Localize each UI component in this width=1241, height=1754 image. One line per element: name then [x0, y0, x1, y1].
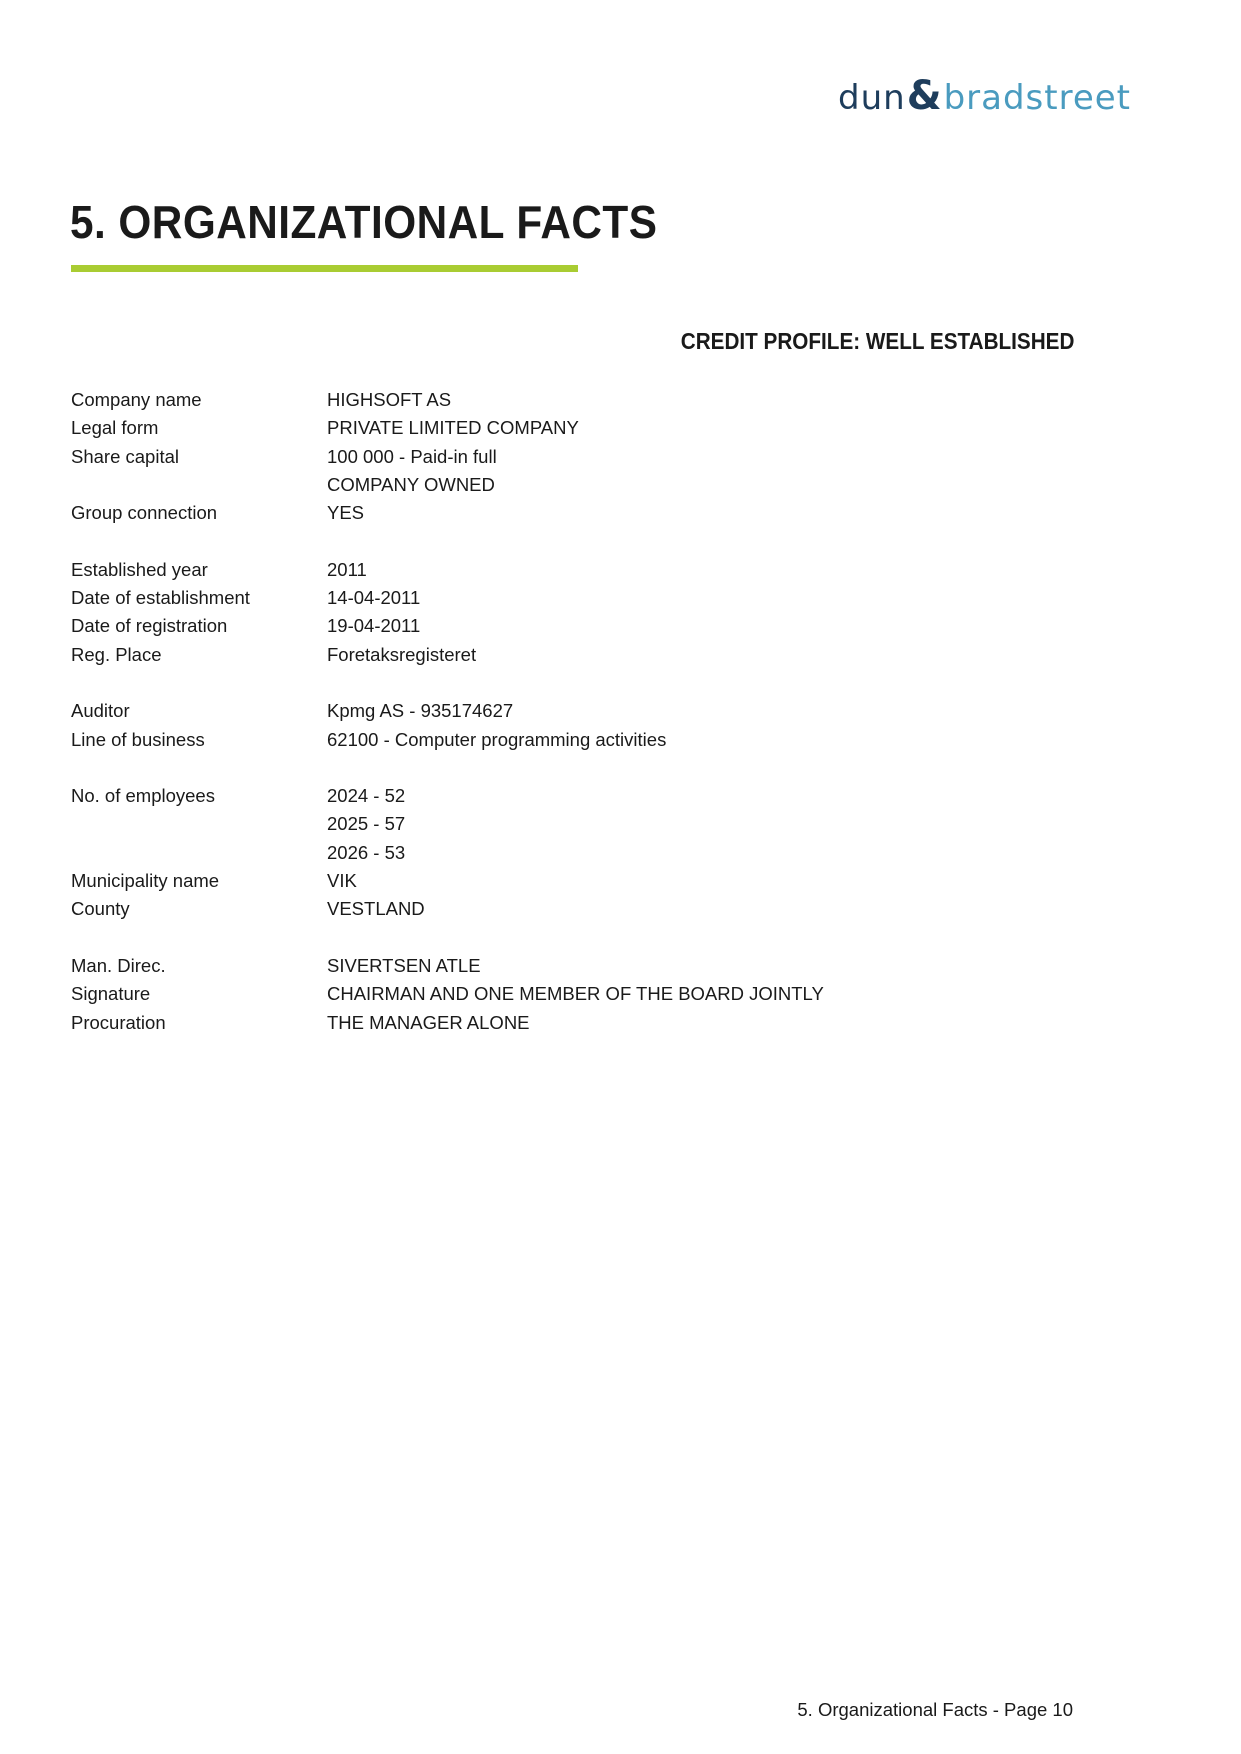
fact-row-company-name	[71, 386, 824, 414]
fact-value: CHAIRMAN AND ONE MEMBER OF THE BOARD JOINTLY	[327, 983, 824, 1005]
fact-label: Legal form	[71, 417, 159, 439]
fact-value: Foretaksregisteret	[327, 643, 477, 665]
fact-label: Auditor	[71, 700, 130, 722]
fact-value: 14-04-2011	[327, 587, 421, 609]
fact-row-municipality	[71, 867, 824, 895]
fact-label: Group connection	[71, 502, 218, 524]
fact-value: PRIVATE LIMITED COMPANY	[327, 417, 579, 439]
fact-label: Municipality name	[71, 870, 220, 892]
fact-value: SIVERTSEN ATLE	[327, 954, 481, 976]
fact-row-employees-2024	[71, 782, 824, 810]
fact-row-legal-form	[71, 414, 824, 442]
fact-value: HIGHSOFT AS	[327, 389, 452, 410]
organizational-facts-table	[71, 386, 824, 1037]
page-title: 5. ORGANIZATIONAL FACTS	[70, 196, 658, 248]
fact-label: Signature	[71, 983, 151, 1005]
fact-label: County	[71, 898, 130, 920]
fact-value: Kpmg AS - 935174627	[327, 700, 514, 722]
fact-row-established-year	[71, 556, 824, 584]
fact-value: YES	[327, 502, 365, 524]
fact-row-date-of-registration	[71, 612, 824, 640]
fact-row-man-direc	[71, 952, 824, 980]
fact-value: VESTLAND	[327, 898, 425, 920]
fact-value: 2025 - 57	[327, 813, 406, 835]
fact-row-procuration	[71, 1009, 824, 1037]
fact-label: Man. Direc.	[71, 954, 166, 976]
fact-label: Date of establishment	[71, 587, 250, 609]
fact-label: Procuration	[71, 1011, 166, 1033]
fact-label: Share capital	[71, 445, 179, 467]
section-spacer	[71, 924, 824, 952]
fact-label-empty	[71, 839, 327, 867]
fact-label: Established year	[71, 558, 208, 580]
fact-value: 19-04-2011	[327, 615, 421, 637]
fact-label: No. of employees	[71, 785, 215, 807]
fact-row-reg-place	[71, 641, 824, 669]
title-underline	[71, 265, 578, 272]
fact-value: 2011	[327, 558, 367, 580]
fact-row-signature	[71, 980, 824, 1008]
fact-value: 2024 - 52	[327, 785, 406, 807]
fact-row-county	[71, 895, 824, 923]
page-footer: 5. Organizational Facts - Page 10	[797, 1699, 1073, 1720]
fact-value: 2026 - 53	[327, 841, 406, 863]
credit-profile-heading: CREDIT PROFILE: WELL ESTABLISHED	[680, 328, 1074, 354]
logo-text-bradstreet: bradstreet	[943, 78, 1131, 118]
fact-row-date-of-establishment	[71, 584, 824, 612]
fact-value: 100 000 - Paid-in full	[327, 445, 497, 467]
fact-label: Line of business	[71, 728, 205, 750]
fact-value: THE MANAGER ALONE	[327, 1011, 530, 1033]
fact-label-empty	[71, 810, 327, 838]
fact-value: 62100 - Computer programming activities	[327, 728, 667, 750]
fact-row-employees-2026	[71, 839, 824, 867]
fact-row-share-capital-ownership	[71, 471, 824, 499]
dun-bradstreet-logo	[838, 73, 1131, 119]
logo-ampersand: &	[906, 73, 943, 119]
fact-label: Reg. Place	[71, 643, 162, 665]
fact-label: Company name	[71, 389, 202, 410]
fact-row-share-capital	[71, 443, 824, 471]
fact-label-empty	[71, 471, 327, 499]
section-spacer	[71, 527, 824, 555]
fact-label: Date of registration	[71, 615, 228, 637]
section-spacer	[71, 669, 824, 697]
fact-value: COMPANY OWNED	[327, 473, 495, 495]
logo-text-dun: dun	[838, 78, 906, 118]
fact-row-auditor	[71, 697, 824, 725]
fact-value: VIK	[327, 870, 357, 892]
fact-row-group-connection	[71, 499, 824, 527]
fact-row-employees-2025	[71, 810, 824, 838]
fact-row-line-of-business	[71, 726, 824, 754]
section-spacer	[71, 754, 824, 782]
